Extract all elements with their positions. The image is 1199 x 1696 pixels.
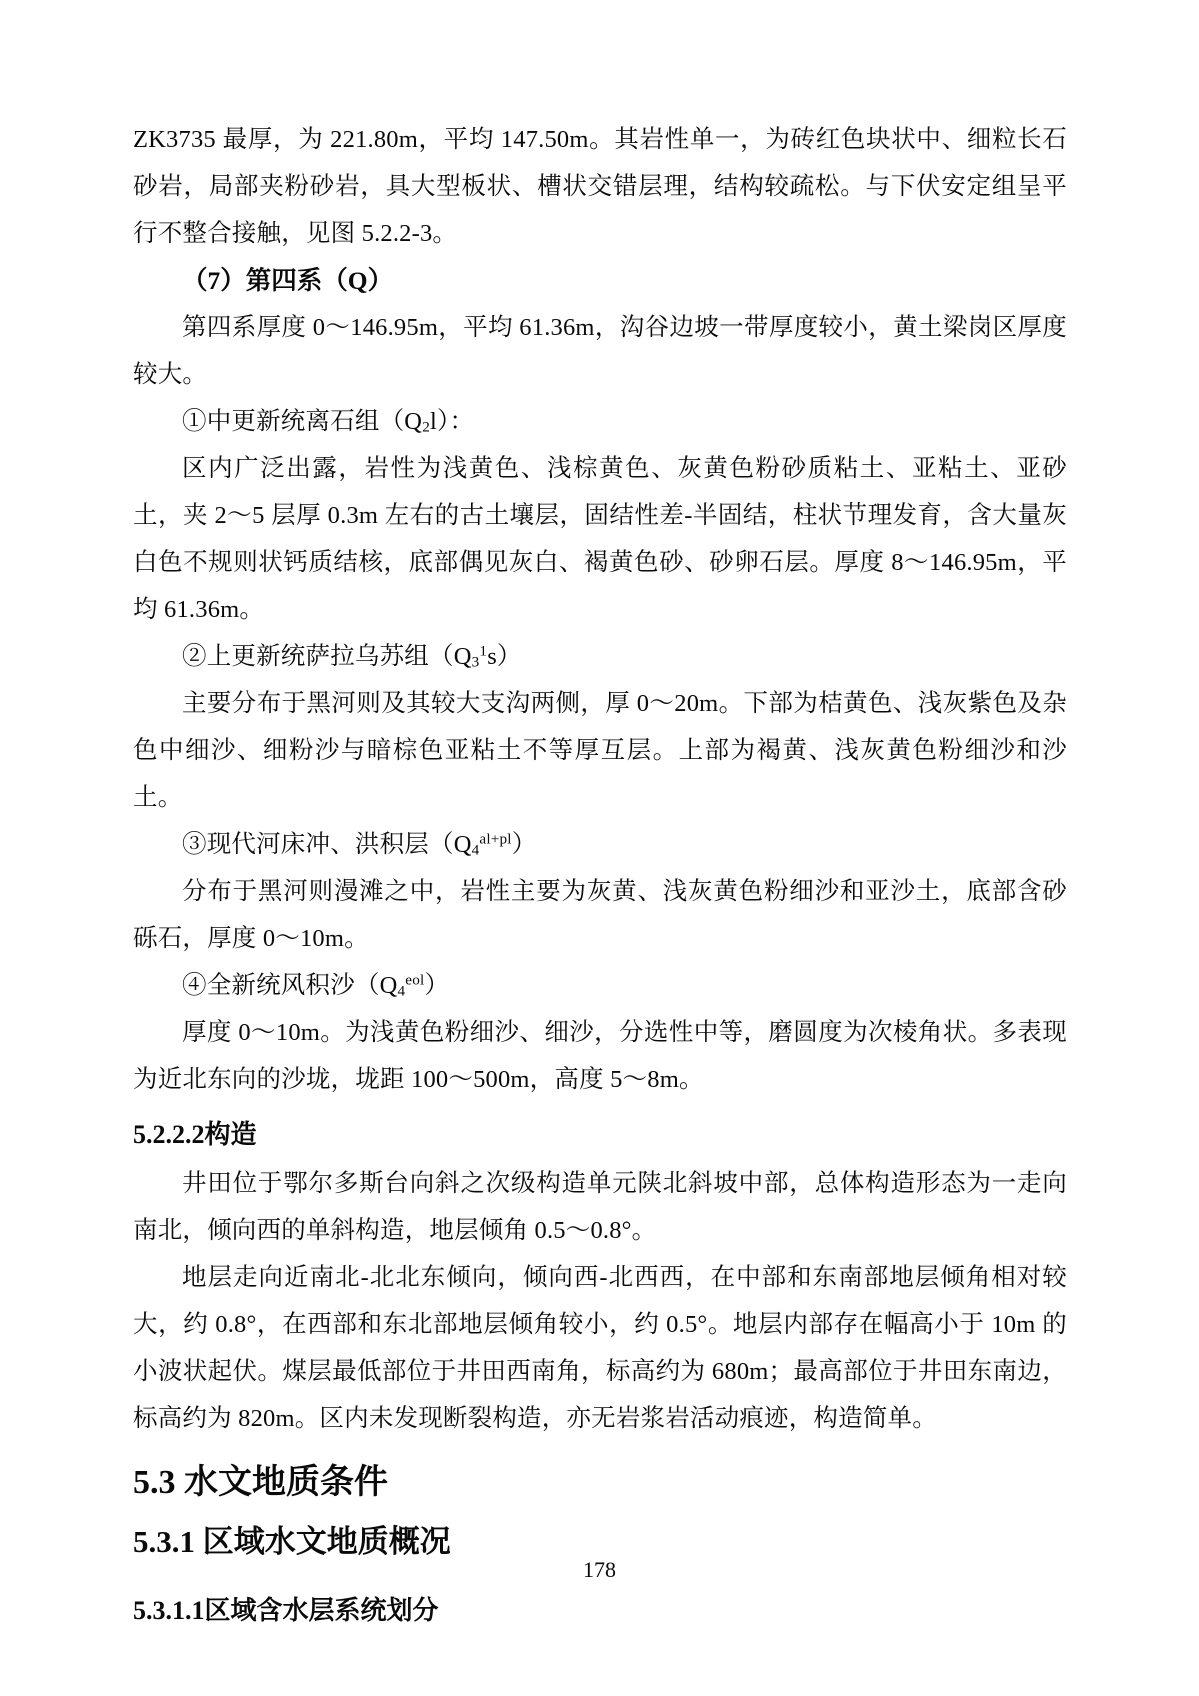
- paragraph-yanan-formation-continued: [133, 116, 1067, 257]
- text-run: ）: [424, 972, 450, 999]
- paragraph-salawusu-description: [133, 680, 1067, 821]
- subheading-lishi-formation: [133, 398, 1067, 445]
- text-run-sub: 4: [397, 982, 406, 1000]
- text-run: l）：: [430, 408, 475, 435]
- text-run-sup: 1: [479, 642, 488, 660]
- heading-5-3-hydrogeology: [133, 1458, 1067, 1508]
- text-run: 区内广泛出露，岩性为浅黄色、浅棕黄色、灰黄色粉砂质粘土、亚粘土、亚砂土，夹 2～5 层厚 0.3m 左右的古土壤层，固结性差-半固结，柱状节理发育，含大量灰白色不规则状钙质结核，底部偶见灰白、褐黄色砂、砂卵石层。厚度 8～146.95m，平均 61.36m。: [133, 455, 1067, 623]
- text-run: 井田位于鄂尔多斯台向斜之次级构造单元陕北斜坡中部，总体构造形态为一走向南北，倾向西的单斜构造，地层倾角 0.5～0.8°。: [133, 1170, 1067, 1244]
- text-run-sub: 4: [471, 841, 480, 859]
- text-run: ②上更新统萨拉乌苏组（Q: [182, 643, 472, 670]
- text-run-sup: al+pl: [479, 830, 512, 848]
- heading-5-2-2-2-structure: [133, 1111, 1067, 1158]
- subheading-salawusu-formation: [133, 633, 1067, 680]
- heading-5-3-1-1-aquifer-division: [133, 1588, 1067, 1634]
- text-run: （7）第四系（Q）: [182, 266, 394, 295]
- paragraph-structure-overview: [133, 1160, 1067, 1254]
- text-run: 第四系厚度 0～146.95m，平均 61.36m，沟谷边坡一带厚度较小，黄土梁岗区厚度较大。: [133, 314, 1067, 388]
- text-run: s）: [487, 643, 522, 670]
- text-run: 地层走向近南北-北北东倾向，倾向西-北西西，在中部和东南部地层倾角相对较大，约 0.8°，在西部和东北部地层倾角较小，约 0.5°。地层内部存在幅高小于 10m 的小波状起伏。煤层最低部位于井田西南角，标高约为 680m；最高部位于井田东南边，标高约为 820m。区内未发现断裂构造，亦无岩浆岩活动痕迹，构造简单。: [133, 1264, 1067, 1432]
- page-number: 178: [583, 1557, 616, 1582]
- text-run: 5.3.1.1区域含水层系统划分: [133, 1596, 439, 1625]
- document-body: [133, 116, 1067, 1634]
- subheading-aeolian-sand: [133, 962, 1067, 1009]
- text-run: 5.2.2.2构造: [133, 1120, 257, 1149]
- text-run-sub: 2: [422, 418, 430, 436]
- text-run: ①中更新统离石组（Q: [182, 408, 423, 435]
- text-run: 厚度 0～10m。为浅黄色粉细沙、细沙，分选性中等，磨圆度为次棱角状。多表现为近北东向的沙垅，垅距 100～500m，高度 5～8m。: [133, 1019, 1067, 1093]
- text-run: ）: [511, 831, 537, 858]
- text-run: 主要分布于黑河则及其较大支沟两侧，厚 0～20m。下部为桔黄色、浅灰紫色及杂色中细沙、细粉沙与暗棕色亚粘土不等厚互层。上部为褐黄、浅灰黄色粉细沙和沙土。: [133, 690, 1067, 811]
- paragraph-aeolian-description: [133, 1009, 1067, 1103]
- paragraph-quaternary-thickness: [133, 304, 1067, 398]
- text-run: 5.3.1 区域水文地质概况: [133, 1524, 451, 1559]
- paragraph-lishi-description: [133, 445, 1067, 633]
- paragraph-structure-detail: [133, 1254, 1067, 1442]
- text-run: 分布于黑河则漫滩之中，岩性主要为灰黄、浅灰黄色粉细沙和亚沙土，底部含砂砾石，厚度 0～10m。: [133, 878, 1067, 952]
- heading-quaternary-system: [133, 257, 1067, 304]
- text-run: 5.3 水文地质条件: [133, 1464, 388, 1501]
- subheading-modern-riverbed-layer: [133, 821, 1067, 868]
- text-run: ③现代河床冲、洪积层（Q: [182, 831, 472, 858]
- text-run-sub: 3: [471, 653, 480, 671]
- paragraph-riverbed-description: [133, 868, 1067, 962]
- text-run: ZK3735 最厚，为 221.80m，平均 147.50m。其岩性单一，为砖红色块状中、细粒长石砂岩，局部夹粉砂岩，具大型板状、槽状交错层理，结构较疏松。与下伏安定组呈平行不整合接触，见图 5.2.2-3。: [133, 126, 1067, 247]
- text-run-sup: eol: [405, 971, 425, 989]
- text-run: ④全新统风积沙（Q: [182, 972, 398, 999]
